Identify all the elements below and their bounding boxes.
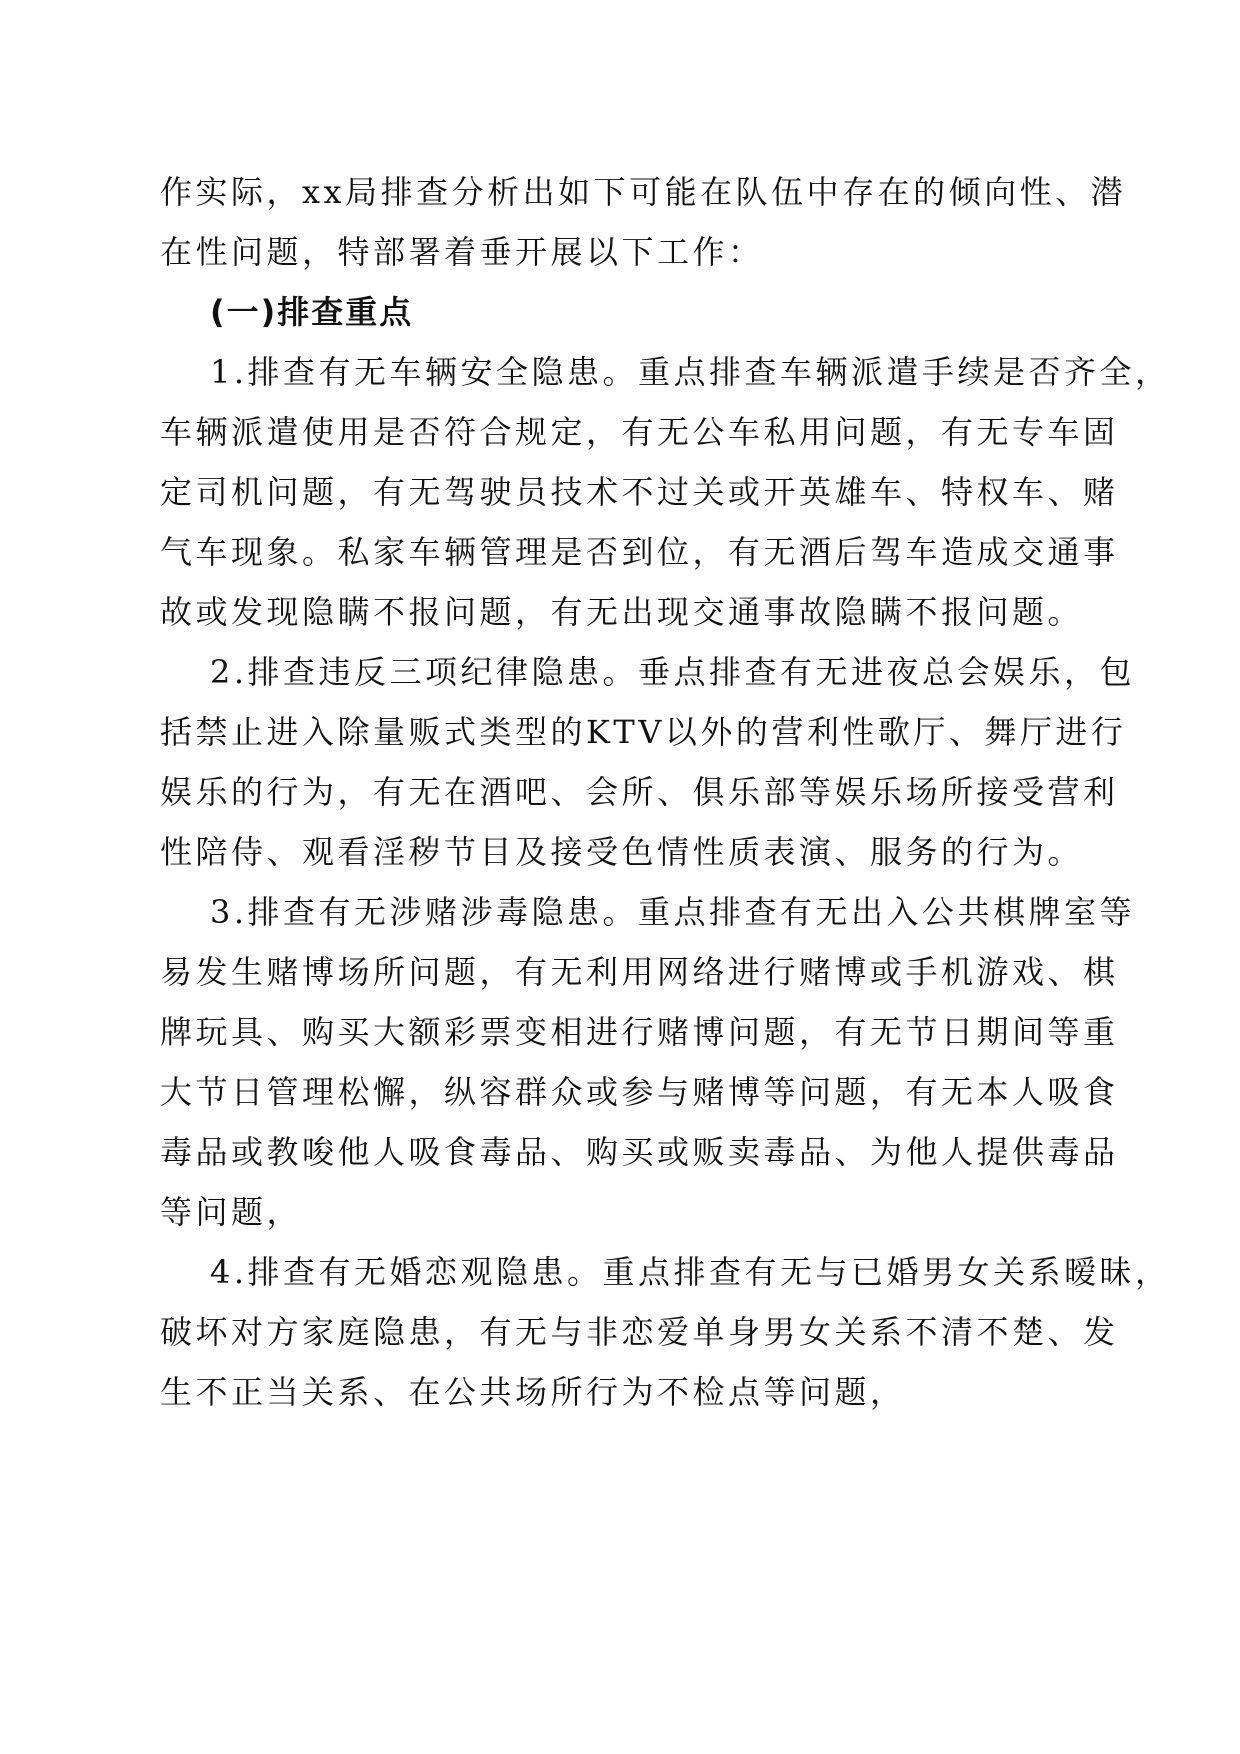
section-heading: (一)排查重点 bbox=[210, 293, 414, 331]
item-2-line-4: 性陪侍、观看淫秽节目及接受色情性质表演、服务的行为。 bbox=[160, 833, 1084, 871]
item-3-line-5: 毒品或教唆他人吸食毒品、购买或贩卖毒品、为他人提供毒品 bbox=[160, 1133, 1119, 1171]
item-3-line-1: 3.排查有无涉赌涉毒隐患。重点排查有无出入公共棋牌室等 bbox=[210, 893, 1136, 931]
item-1-line-5: 故或发现隐瞒不报问题，有无出现交通事故隐瞒不报问题。 bbox=[160, 593, 1084, 631]
item-3-line-2: 易发生赌博场所问题，有无利用网络进行赌博或手机游戏、棋 bbox=[160, 953, 1119, 991]
item-4-line-3: 生不正当关系、在公共场所行为不检点等问题， bbox=[160, 1373, 906, 1411]
item-3-line-4: 大节日管理松懈，纵容群众或参与赌博等问题，有无本人吸食 bbox=[160, 1073, 1119, 1111]
item-4-line-1: 4.排查有无婚恋观隐患。重点排查有无与已婚男女关系暧昧， bbox=[210, 1253, 1171, 1291]
item-2-line-2: 括禁止进入除量贩式类型的KTV以外的营利性歌厅、舞厅进行 bbox=[160, 713, 1127, 751]
item-1-line-2: 车辆派遣使用是否符合规定，有无公车私用问题，有无专车固 bbox=[160, 413, 1119, 451]
item-1-line-1: 1.排查有无车辆安全隐患。重点排查车辆派遣手续是否齐全， bbox=[210, 353, 1171, 391]
item-1-line-4: 气车现象。私家车辆管理是否到位，有无酒后驾车造成交通事 bbox=[160, 533, 1119, 571]
item-3-line-6: 等问题， bbox=[160, 1193, 303, 1231]
item-2-line-1: 2.排查违反三项纪律隐患。垂点排查有无进夜总会娱乐，包 bbox=[210, 653, 1136, 691]
item-1-line-3: 定司机问题，有无驾驶员技术不过关或开英雄车、特权车、赌 bbox=[160, 473, 1119, 511]
item-3-line-3: 牌玩具、购买大额彩票变相进行赌博问题，有无节日期间等重 bbox=[160, 1013, 1119, 1051]
intro-line-1: 作实际，xx局排查分析出如下可能在队伍中存在的倾向性、潜 bbox=[160, 173, 1127, 211]
intro-line-2: 在性问题，特部署着垂开展以下工作： bbox=[160, 233, 764, 271]
item-2-line-3: 娱乐的行为，有无在酒吧、会所、俱乐部等娱乐场所接受营利 bbox=[160, 773, 1119, 811]
item-4-line-2: 破坏对方家庭隐患，有无与非恋爱单身男女关系不清不楚、发 bbox=[160, 1313, 1119, 1351]
